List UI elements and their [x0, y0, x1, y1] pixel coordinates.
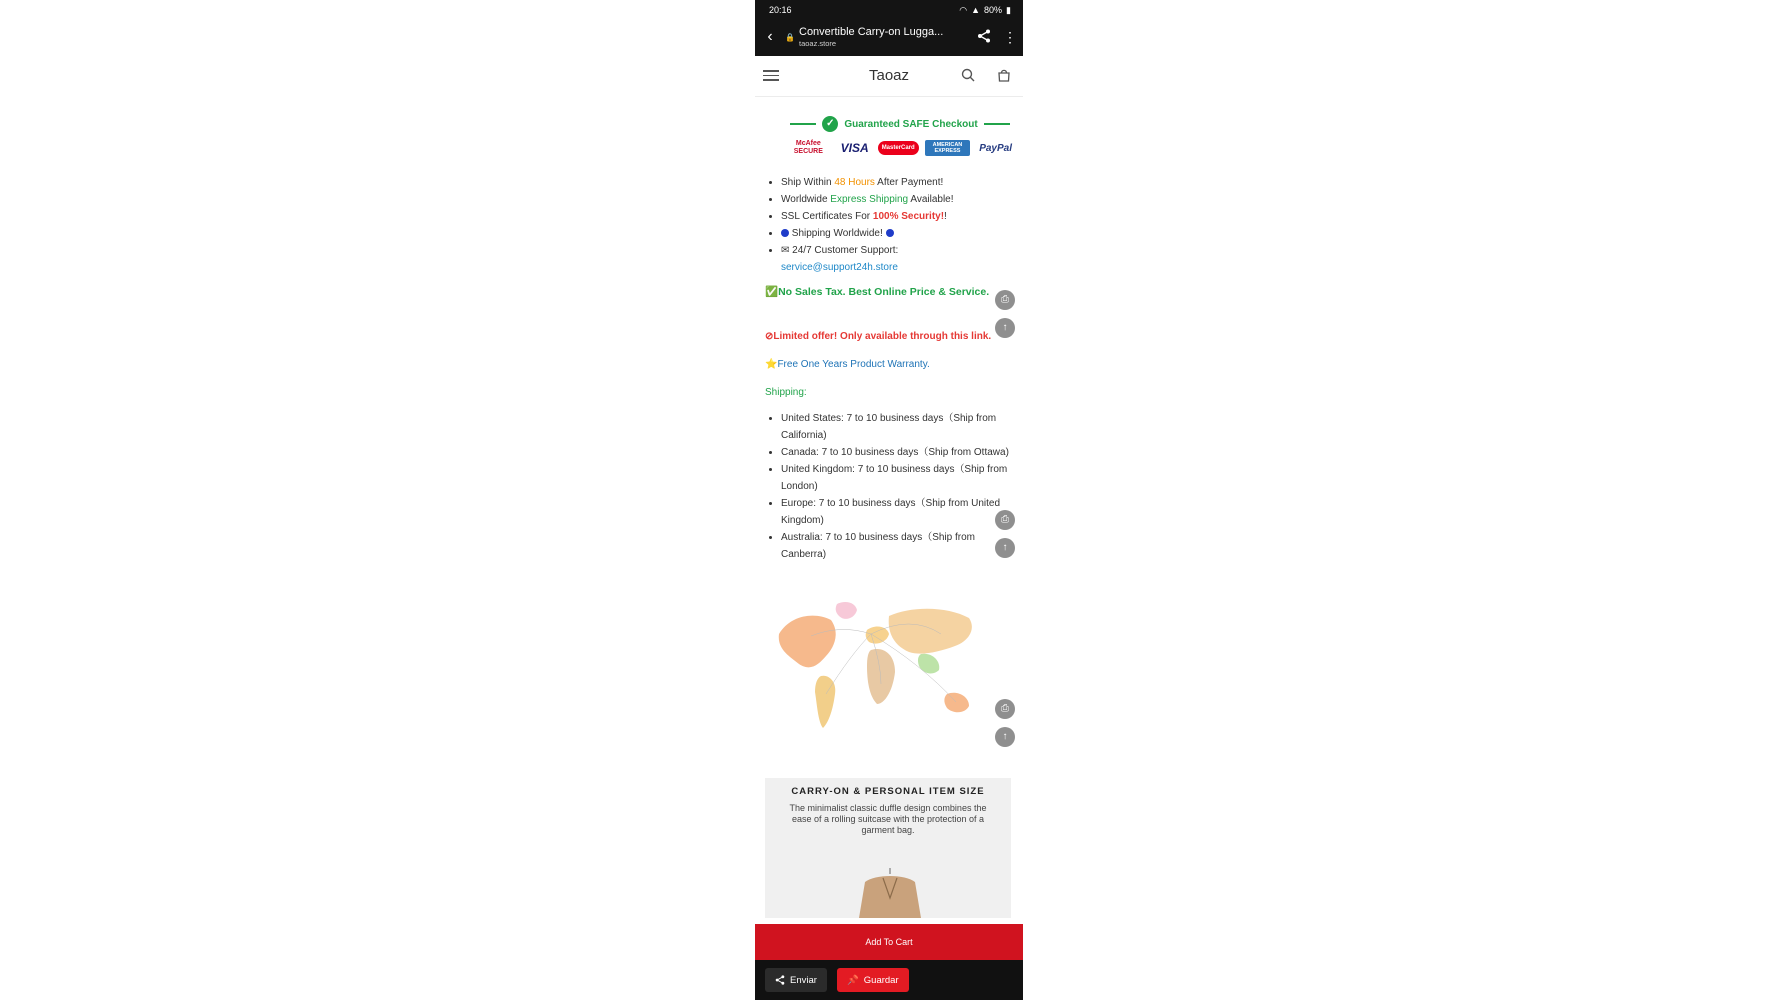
page-host: taoaz.store [799, 39, 837, 48]
list-item: • United States: 7 to 10 business days（Ship from California) [781, 410, 1021, 444]
amex-logo: AMERICAN EXPRESS [925, 140, 970, 156]
url-bar[interactable] [755, 20, 1023, 54]
list-item: • Worldwide Express Shipping Available! [781, 191, 1021, 208]
globe-icon [781, 229, 789, 237]
pin-icon: 📌 [846, 974, 859, 986]
support-email-link[interactable]: service@support24h.store [781, 262, 898, 273]
bottom-action-bar [755, 960, 1023, 1000]
warranty-text: ⭐Free One Years Product Warranty. [765, 359, 930, 370]
browser-topbar [755, 0, 1023, 56]
save-button[interactable] [837, 968, 909, 992]
safe-checkout-title: Guaranteed SAFE Checkout [844, 118, 978, 130]
save-label: Guardar [863, 974, 899, 986]
safe-checkout-banner [785, 116, 1015, 158]
status-bar [769, 4, 1011, 16]
share-float-icon[interactable]: ⎙ [995, 290, 1015, 310]
shield-check-icon: ✓ [822, 116, 838, 132]
send-button[interactable] [765, 968, 827, 992]
globe-icon [886, 229, 894, 237]
wifi-icon: ◠ [959, 4, 968, 15]
visa-logo: VISA [840, 141, 869, 155]
signal-icon: ▲ [971, 5, 981, 15]
cart-icon[interactable] [997, 68, 1011, 82]
product-image-title: CARRY-ON & PERSONAL ITEM SIZE [791, 786, 985, 797]
product-size-image [765, 778, 1011, 918]
list-item: • United Kingdom: 7 to 10 business days（Ship from London) [781, 461, 1021, 495]
scroll-top-icon[interactable]: ↑ [995, 538, 1015, 558]
scroll-top-icon[interactable]: ↑ [995, 727, 1015, 747]
battery-level: 80% [984, 5, 1003, 15]
list-item: • Canada: 7 to 10 business days（Ship from Ottawa) [781, 444, 1021, 461]
payment-logos [785, 138, 1015, 158]
shipping-heading: Shipping: [765, 387, 807, 398]
product-image-description: The minimalist classic duffle design combines the ease of a rolling suitcase with the protection of a garment bag. [789, 803, 987, 835]
site-logo[interactable]: Taoaz [868, 67, 910, 84]
limited-offer-text: ⊘Limited offer! Only available through this link. [765, 331, 992, 342]
lock-icon: 🔒 [785, 32, 795, 42]
page-tab-title: Convertible Carry-on Lugga... [799, 26, 944, 38]
share-icon [775, 975, 785, 985]
share-icon[interactable] [971, 29, 997, 46]
search-icon[interactable] [961, 68, 975, 82]
list-item: • ✉ 24/7 Customer Support: service@support24h.store [781, 242, 1021, 276]
paypal-logo: PayPal [979, 142, 1012, 154]
list-item: • Ship Within 48 Hours After Payment! [781, 174, 1021, 191]
status-time: 20:16 [769, 5, 792, 15]
list-item: • SSL Certificates For 100% Security!! [781, 208, 1021, 225]
world-shipping-map [771, 594, 993, 748]
share-float-icon[interactable]: ⎙ [995, 510, 1015, 530]
scroll-top-icon[interactable]: ↑ [995, 318, 1015, 338]
back-arrow-icon[interactable]: ‹ [767, 28, 773, 45]
share-float-icon[interactable]: ⎙ [995, 699, 1015, 719]
mcafee-logo: McAfee SECURE [793, 140, 823, 155]
list-item: • Shipping Worldwide! [781, 225, 1021, 242]
no-sales-tax-text: ✅No Sales Tax. Best Online Price & Service. [765, 286, 990, 298]
more-options-icon[interactable]: ⋮ [1003, 28, 1017, 45]
battery-icon: ▮ [1006, 4, 1011, 15]
send-label: Enviar [790, 974, 817, 986]
phone-screen [755, 0, 1023, 1000]
service-bullets [771, 174, 1021, 276]
add-to-cart-button[interactable]: Add To Cart [755, 924, 1023, 960]
mail-icon: ✉ [781, 245, 790, 256]
garment-bag-illustration [855, 868, 925, 918]
mastercard-logo: MasterCard [878, 141, 919, 155]
list-item: • Europe: 7 to 10 business days（Ship from United Kingdom) [781, 495, 1021, 529]
shipping-list [771, 410, 1021, 563]
site-header [755, 56, 1023, 97]
list-item: • Australia: 7 to 10 business days（Ship from Canberra) [781, 529, 1021, 563]
